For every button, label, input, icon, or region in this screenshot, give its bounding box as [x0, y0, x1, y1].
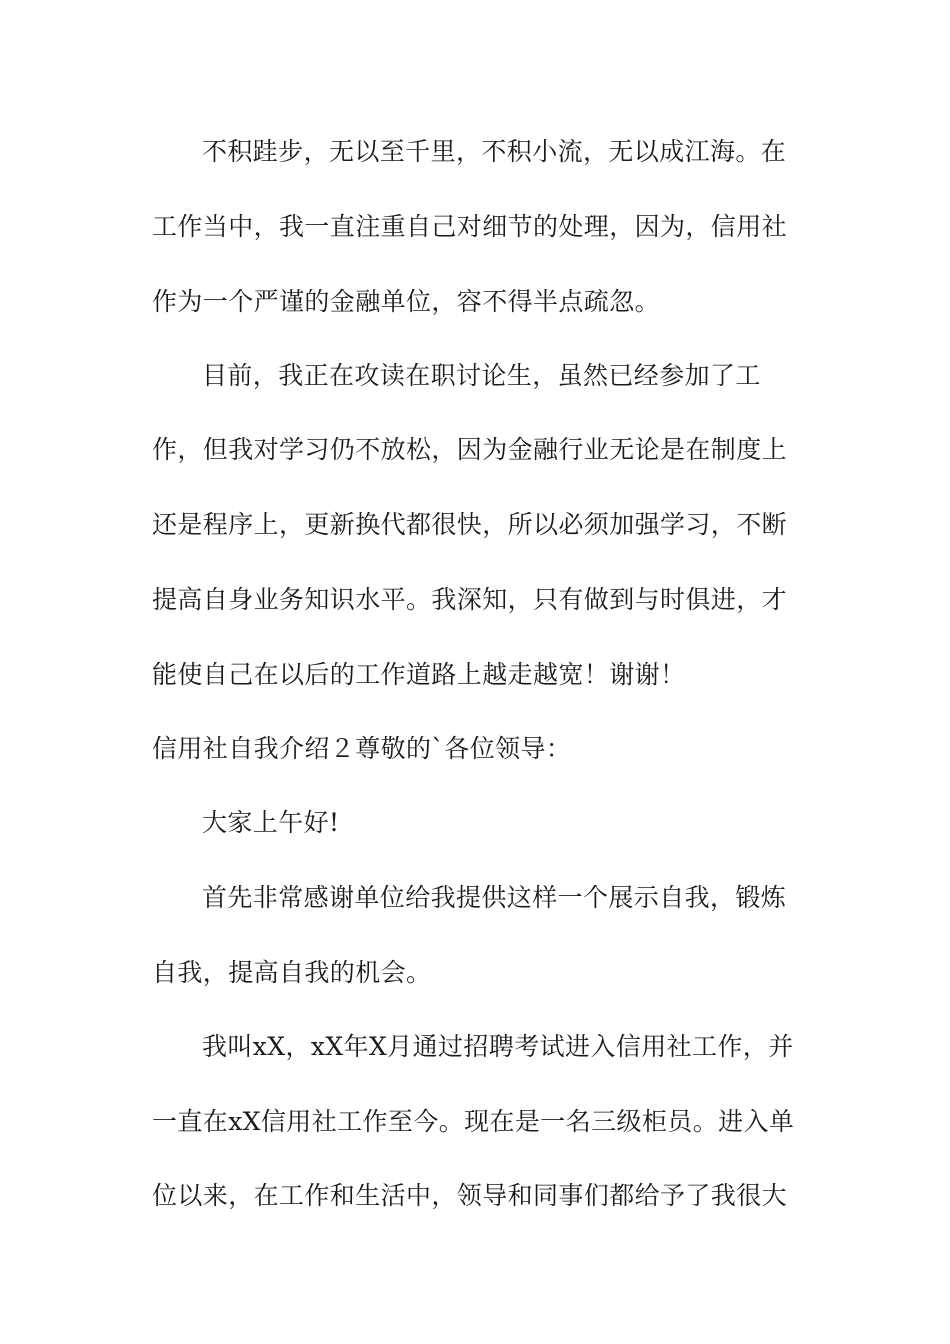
section-heading-line: 信用社自我介绍２尊敬的`各位领导：	[152, 734, 572, 763]
greeting-line: 大家上午好!	[202, 808, 340, 837]
paragraph-line-13: 我叫xX，xX年X月通过招聘考试进入信用社工作，并	[202, 1032, 794, 1061]
paragraph-line-8: 能使自己在以后的工作道路上越走越宽！谢谢！	[152, 660, 686, 689]
paragraph-line-6: 还是程序上，更新换代都很快，所以必须加强学习，不断	[152, 510, 788, 539]
paragraph-line-7: 提高自身业务知识水平。我深知，只有做到与时俱进，才	[152, 585, 788, 614]
paragraph-line-4: 目前，我正在攻读在职讨论生，虽然已经参加了工	[202, 361, 761, 390]
paragraph-line-2: 工作当中，我一直注重自己对细节的处理，因为，信用社	[152, 212, 788, 241]
paragraph-line-12: 自我，提高自我的机会。	[152, 958, 432, 987]
paragraph-line-11: 首先非常感谢单位给我提供这样一个展示自我，锻炼	[202, 883, 787, 912]
paragraph-line-3: 作为一个严谨的金融单位，容不得半点疏忽。	[152, 287, 661, 316]
paragraph-line-1: 不积跬步，无以至千里，不积小流，无以成江海。在	[202, 137, 787, 166]
paragraph-line-14: 一直在xX信用社工作至今。现在是一名三级柜员。进入单	[152, 1107, 795, 1136]
paragraph-line-15: 位以来，在工作和生活中，领导和同事们都给予了我很大	[152, 1181, 788, 1210]
paragraph-line-5: 作，但我对学习仍不放松，因为金融行业无论是在制度上	[152, 435, 788, 464]
